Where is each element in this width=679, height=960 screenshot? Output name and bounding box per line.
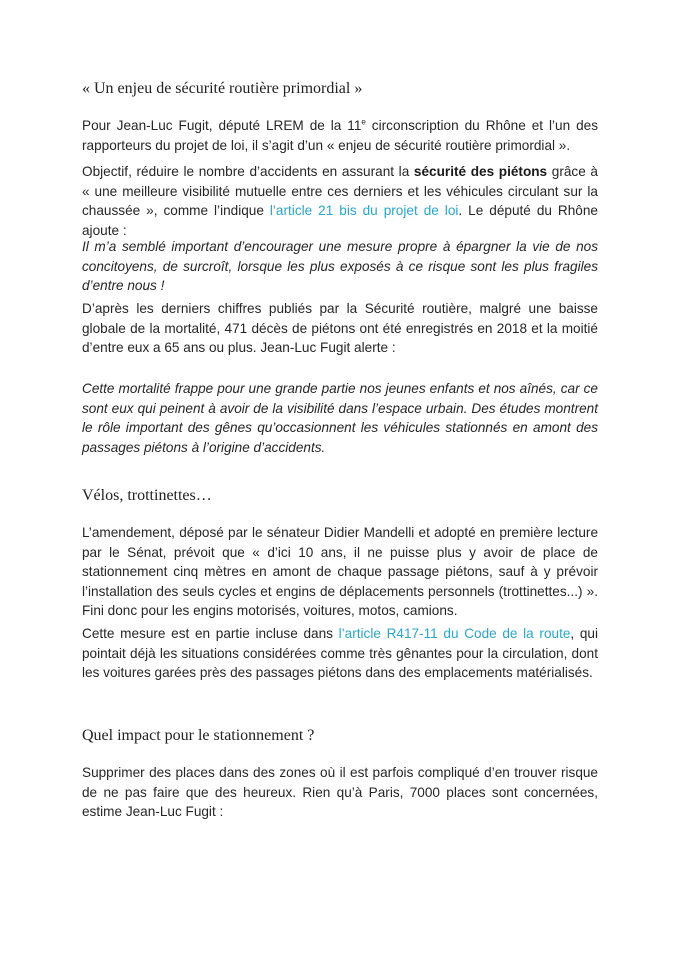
bold-pedestrian-safety: sécurité des piétons (413, 164, 548, 179)
paragraph-intro: Pour Jean-Luc Fugit, député LREM de la 11e circonscription du Rhône et l’un des rapporteurs du projet de loi, il s’agit d’un « enjeu de sécurité routière primordial ». (82, 117, 598, 153)
paragraph-amendment: L’amendement, déposé par le sénateur Didier Mandelli et adopté en première lecture par le Sénat, prévoit que « d’ici 10 ans, il ne puisse plus y avoir de place de stationnement cinq mètres en amont de chaque passage piétons, sauf à y prévoir l’installation des seuls cycles et engins de déplacements personnels (trottinettes...) ». Fini donc pour les engins motorisés, voitures, motos, camions. (82, 525, 598, 619)
ordinal-superscript: e (361, 117, 366, 127)
quote-fugit-2: Cette mortalité frappe pour une grande partie nos jeunes enfants et nos aînés, car ce sont eux qui peinent à avoir de la visibilité dans l’espace urbain. Des études montrent le rôle important des gênes qu’occasionnent les véhicules stationnés en amont des passages piétons à l’origine d’accidents. (82, 381, 598, 455)
section-heading-bikes-scooters: Vélos, trottinettes… (82, 487, 212, 504)
link-article-21-bis[interactable]: l’article 21 bis du projet de loi (269, 203, 459, 219)
quote-fugit-1: Il m’a semblé important d’encourager une mesure propre à épargner la vie de nos concitoyens, de surcroît, lorsque les plus exposés à ce risque sont les plus fragiles d’entre nous ! (82, 239, 598, 294)
paragraph-statistics: D’après les derniers chiffres publiés par la Sécurité routière, malgré une baisse globale de la mortalité, 471 décès de piétons ont été enregistrés en 2018 et la moitié d’entre eux a 65 ans ou plus. Jean-Luc Fugit alerte : (82, 301, 598, 356)
paragraph-code-route: Cette mesure est en partie incluse dans l’article R417-11 du Code de la route, qui pointait déjà les situations considérées comme très gênantes pour la circulation, dont les voitures garées près des passages piétons dans des emplacements matérialisés. (82, 626, 598, 681)
section-heading-parking-impact: Quel impact pour le stationnement ? (82, 727, 315, 744)
paragraph-parking: Supprimer des places dans des zones où il est parfois compliqué d’en trouver risque de ne pas faire que des heureux. Rien qu’à Paris, 7000 places sont concernées, estime Jean-Luc Fugit : (82, 765, 598, 820)
section-heading-road-safety: « Un enjeu de sécurité routière primordial » (82, 80, 363, 97)
link-article-r417-11[interactable]: l’article R417-11 du Code de la route (338, 626, 571, 641)
paragraph-objective: Objectif, réduire le nombre d’accidents en assurant la sécurité des piétons grâce à « une meilleure visibilité mutuelle entre ces derniers et les véhicules circulant sur la chaussée », comme l’indique l’article 21 bis du projet de loi. Le député du Rhône ajoute : (82, 164, 598, 238)
